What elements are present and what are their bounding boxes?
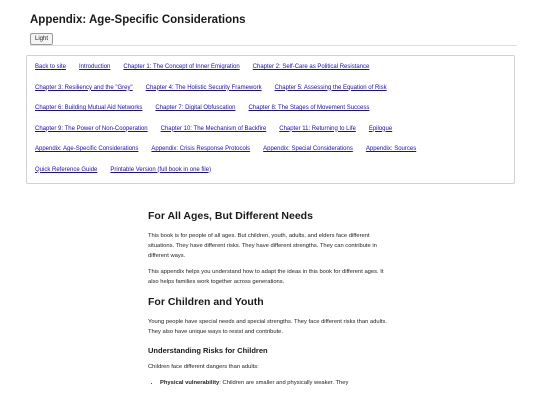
nav-link-appendix-age-specific[interactable]: Appendix: Age-Specific Considerations (35, 146, 139, 152)
theme-toggle-button[interactable]: Light (30, 33, 53, 45)
nav-link-quick-reference[interactable]: Quick Reference Guide (35, 166, 98, 173)
page-header (30, 13, 517, 45)
nav-row (35, 104, 514, 125)
nav-link-epilogue[interactable]: Epilogue (368, 125, 393, 132)
nav-link-chapter-9[interactable]: Chapter 9: The Power of Non-Cooperation (35, 125, 148, 132)
paragraph: Young people have special needs and special strengths. They face different risks than adults. They also have unique ways to resist and contribute. (148, 319, 388, 335)
subsection-heading-risks-children: Understanding Risks for Children (148, 346, 268, 355)
chapter-navigation (26, 55, 515, 184)
list-item-text: : Children are smaller and physically weaker. They (219, 380, 349, 386)
nav-row (35, 84, 514, 105)
header-divider (30, 45, 517, 46)
nav-link-chapter-10[interactable]: Chapter 10: The Mechanism of Backfire (160, 125, 267, 132)
list-item (160, 378, 394, 388)
nav-link-appendix-special-considerations[interactable]: Appendix: Special Considerations (263, 146, 353, 152)
nav-link-chapter-6[interactable]: Chapter 6: Building Mutual Aid Networks (35, 105, 143, 111)
nav-row (35, 125, 514, 146)
list-item-term: Physical vulnerability (160, 380, 220, 386)
paragraph: Children face different dangers than adults: (148, 364, 259, 370)
nav-row (35, 63, 514, 84)
nav-link-chapter-4[interactable]: Chapter 4: The Holistic Security Framework (145, 84, 262, 91)
section-heading-children-youth: For Children and Youth (148, 296, 264, 308)
paragraph: This book is for people of all ages. But children, youth, adults, and elders face different situations. They have different risks. They have different strengths. They can contribute in different ways. (148, 233, 377, 259)
nav-link-chapter-3[interactable]: Chapter 3: Resiliency and the "Grey" (35, 84, 133, 91)
page-title: Appendix: Age-Specific Considerations (30, 14, 246, 26)
nav-row (35, 166, 514, 187)
nav-link-chapter-7[interactable]: Chapter 7: Digital Obfuscation (155, 105, 236, 111)
nav-link-introduction[interactable]: Introduction (79, 64, 111, 70)
nav-link-chapter-8[interactable]: Chapter 8: The Stages of Movement Success (248, 105, 370, 111)
section-heading-all-ages: For All Ages, But Different Needs (148, 210, 313, 222)
nav-link-chapter-2[interactable]: Chapter 2: Self-Care as Political Resistance (252, 64, 370, 70)
nav-link-appendix-crisis-response[interactable]: Appendix: Crisis Response Protocols (151, 146, 251, 152)
nav-link-appendix-sources[interactable]: Appendix: Sources (365, 146, 417, 152)
nav-row (35, 145, 514, 166)
nav-link-printable-version[interactable]: Printable Version (full book in one file) (110, 166, 212, 173)
nav-link-chapter-1[interactable]: Chapter 1: The Concept of Inner Emigration (123, 64, 240, 70)
main-content (148, 210, 394, 388)
nav-link-chapter-11[interactable]: Chapter 11: Returning to Life (279, 125, 356, 132)
risk-list (148, 378, 394, 388)
nav-link-chapter-5[interactable]: Chapter 5: Assessing the Equation of Risk (274, 84, 387, 91)
paragraph: This appendix helps you understand how to adapt the ideas in this book for different ages. It also helps families work together across generations. (148, 269, 384, 285)
nav-link-back-to-site[interactable]: Back to site (35, 64, 67, 70)
